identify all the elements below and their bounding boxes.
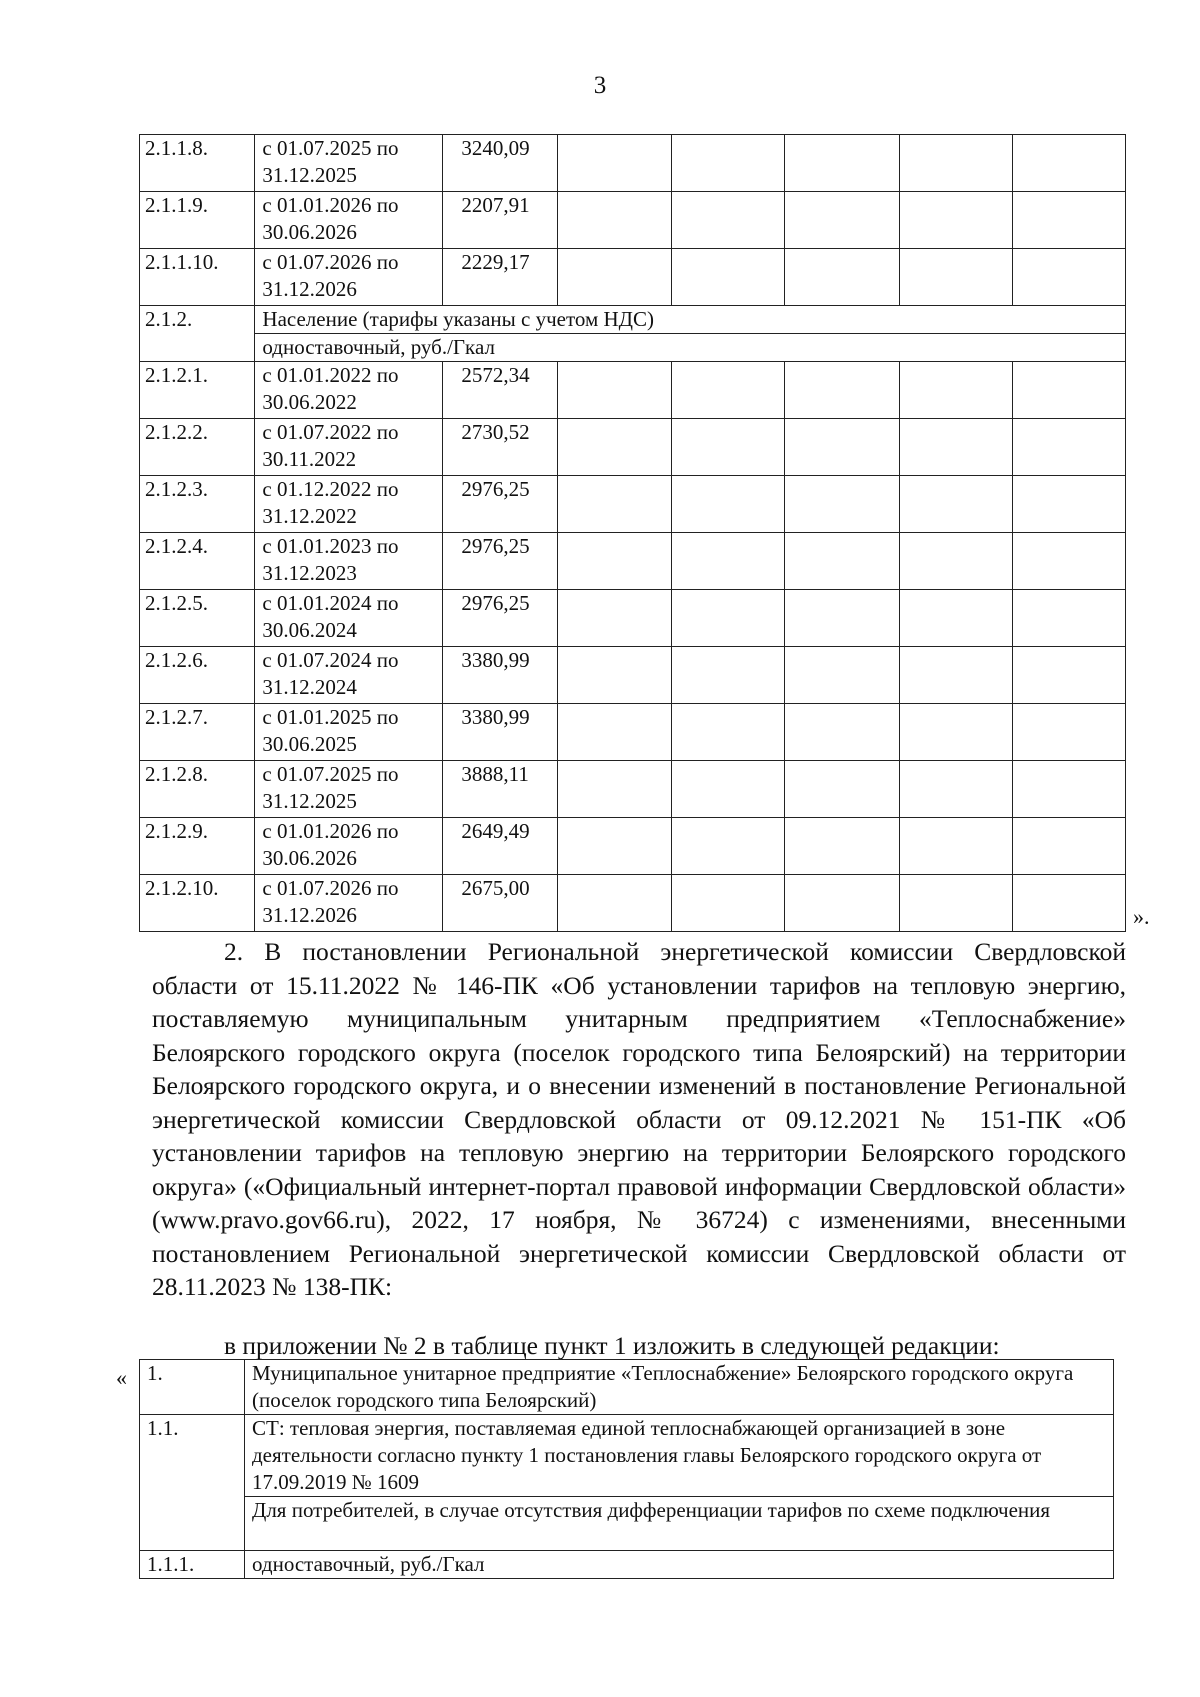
empty-cell bbox=[557, 761, 671, 818]
row-text: СТ: тепловая энергия, поставляемая единой теплоснабжающей организацией в зоне деятельности согласно пункту 1 постановления главы Белоярского городского округа от 17.09.2019 № 1609 bbox=[245, 1415, 1114, 1497]
table-row bbox=[140, 1360, 1114, 1415]
empty-cell bbox=[1012, 704, 1125, 761]
empty-cell bbox=[785, 249, 899, 306]
row-number: 2.1.2.4. bbox=[140, 533, 255, 590]
table-row bbox=[140, 419, 1126, 476]
empty-cell bbox=[557, 875, 671, 932]
tariff-value: 2572,34 bbox=[443, 362, 557, 419]
row-text: одноставочный, руб./Гкал bbox=[245, 1551, 1114, 1579]
empty-cell bbox=[899, 476, 1012, 533]
empty-cell bbox=[557, 476, 671, 533]
table-row bbox=[140, 476, 1126, 533]
row-text: Муниципальное унитарное предприятие «Теплоснабжение» Белоярского городского округа (поселок городского типа Белоярский) bbox=[245, 1360, 1114, 1415]
empty-cell bbox=[671, 761, 784, 818]
tariff-value: 2730,52 bbox=[443, 419, 557, 476]
empty-cell bbox=[899, 419, 1012, 476]
amendment-subline: в приложении № 2 в таблице пункт 1 изложить в следующей редакции: bbox=[224, 1331, 1000, 1360]
empty-cell bbox=[785, 135, 899, 192]
period-cell: с 01.07.2024 по 31.12.2024 bbox=[255, 647, 443, 704]
row-number: 2.1.2.10. bbox=[140, 875, 255, 932]
empty-cell bbox=[671, 647, 784, 704]
empty-cell bbox=[557, 135, 671, 192]
empty-cell bbox=[1012, 476, 1125, 533]
empty-cell bbox=[899, 362, 1012, 419]
empty-cell bbox=[1012, 419, 1125, 476]
empty-cell bbox=[899, 875, 1012, 932]
period-cell: с 01.01.2023 по 31.12.2023 bbox=[255, 533, 443, 590]
tariff-value: 2207,91 bbox=[443, 192, 557, 249]
period-cell: с 01.07.2026 по 31.12.2026 bbox=[255, 249, 443, 306]
empty-cell bbox=[899, 135, 1012, 192]
period-cell: с 01.07.2025 по 31.12.2025 bbox=[255, 761, 443, 818]
period-cell: с 01.07.2025 по 31.12.2025 bbox=[255, 135, 443, 192]
table-row bbox=[140, 135, 1126, 192]
empty-cell bbox=[557, 192, 671, 249]
row-number: 2.1.1.9. bbox=[140, 192, 255, 249]
empty-cell bbox=[899, 249, 1012, 306]
empty-cell bbox=[785, 647, 899, 704]
period-cell: с 01.01.2022 по 30.06.2022 bbox=[255, 362, 443, 419]
period-cell: с 01.07.2026 по 31.12.2026 bbox=[255, 875, 443, 932]
empty-cell bbox=[785, 533, 899, 590]
row-number: 2.1.2. bbox=[140, 306, 255, 362]
tariff-value: 3888,11 bbox=[443, 761, 557, 818]
empty-cell bbox=[1012, 135, 1125, 192]
empty-cell bbox=[785, 419, 899, 476]
empty-cell bbox=[785, 362, 899, 419]
row-number: 2.1.2.5. bbox=[140, 590, 255, 647]
empty-cell bbox=[1012, 818, 1125, 875]
row-number: 2.1.2.6. bbox=[140, 647, 255, 704]
table-row bbox=[140, 249, 1126, 306]
empty-cell bbox=[557, 249, 671, 306]
empty-cell bbox=[671, 875, 784, 932]
empty-cell bbox=[1012, 533, 1125, 590]
empty-cell bbox=[785, 590, 899, 647]
empty-cell bbox=[671, 419, 784, 476]
row-number: 2.1.1.10. bbox=[140, 249, 255, 306]
closing-quote: ». bbox=[1133, 904, 1150, 929]
tariff-table-continued bbox=[139, 134, 1126, 932]
tariff-value: 2229,17 bbox=[443, 249, 557, 306]
table-row bbox=[140, 1415, 1114, 1497]
empty-cell bbox=[557, 818, 671, 875]
period-cell: с 01.12.2022 по 31.12.2022 bbox=[255, 476, 443, 533]
empty-cell bbox=[671, 249, 784, 306]
tariff-value: 3380,99 bbox=[443, 704, 557, 761]
empty-cell bbox=[899, 761, 1012, 818]
empty-cell bbox=[671, 704, 784, 761]
row-number: 1.1. bbox=[140, 1415, 245, 1551]
empty-cell bbox=[557, 704, 671, 761]
empty-cell bbox=[785, 476, 899, 533]
group-label: Население (тарифы указаны с учетом НДС) bbox=[255, 306, 1126, 334]
empty-cell bbox=[1012, 362, 1125, 419]
tariff-value: 2976,25 bbox=[443, 476, 557, 533]
table-row bbox=[140, 533, 1126, 590]
empty-cell bbox=[1012, 590, 1125, 647]
tariff-value: 2976,25 bbox=[443, 533, 557, 590]
period-cell: с 01.01.2024 по 30.06.2024 bbox=[255, 590, 443, 647]
row-number: 2.1.2.7. bbox=[140, 704, 255, 761]
tariff-value: 2649,49 bbox=[443, 818, 557, 875]
empty-cell bbox=[899, 590, 1012, 647]
row-number: 1. bbox=[140, 1360, 245, 1415]
empty-cell bbox=[899, 192, 1012, 249]
row-number: 2.1.2.8. bbox=[140, 761, 255, 818]
table-row bbox=[140, 875, 1126, 932]
empty-cell bbox=[671, 533, 784, 590]
empty-cell bbox=[557, 590, 671, 647]
page-number: 3 bbox=[593, 72, 607, 99]
table-row bbox=[140, 1551, 1114, 1579]
empty-cell bbox=[899, 647, 1012, 704]
empty-cell bbox=[785, 818, 899, 875]
empty-cell bbox=[557, 419, 671, 476]
empty-cell bbox=[785, 192, 899, 249]
period-cell: с 01.07.2022 по 30.11.2022 bbox=[255, 419, 443, 476]
empty-cell bbox=[1012, 647, 1125, 704]
appendix-2-table bbox=[139, 1359, 1114, 1579]
period-cell: с 01.01.2026 по 30.06.2026 bbox=[255, 818, 443, 875]
amendment-paragraph bbox=[152, 935, 1126, 1304]
subgroup-label: одноставочный, руб./Гкал bbox=[255, 334, 1126, 362]
tariff-value: 2675,00 bbox=[443, 875, 557, 932]
period-cell: с 01.01.2025 по 30.06.2025 bbox=[255, 704, 443, 761]
empty-cell bbox=[899, 818, 1012, 875]
row-number: 1.1.1. bbox=[140, 1551, 245, 1579]
table-row bbox=[140, 1497, 1114, 1551]
tariff-value: 2976,25 bbox=[443, 590, 557, 647]
row-number: 2.1.2.9. bbox=[140, 818, 255, 875]
table-row bbox=[140, 362, 1126, 419]
empty-cell bbox=[1012, 192, 1125, 249]
period-cell: с 01.01.2026 по 30.06.2026 bbox=[255, 192, 443, 249]
empty-cell bbox=[1012, 249, 1125, 306]
empty-cell bbox=[671, 476, 784, 533]
empty-cell bbox=[785, 875, 899, 932]
empty-cell bbox=[785, 761, 899, 818]
empty-cell bbox=[785, 704, 899, 761]
row-number: 2.1.2.2. bbox=[140, 419, 255, 476]
empty-cell bbox=[1012, 761, 1125, 818]
empty-cell bbox=[671, 362, 784, 419]
row-number: 2.1.2.1. bbox=[140, 362, 255, 419]
table-row bbox=[140, 334, 1126, 362]
empty-cell bbox=[899, 704, 1012, 761]
paragraph-text: 2. В постановлении Региональной энергетической комиссии Свердловской области от 15.11.2022 № 146-ПК «Об установлении тарифов на тепловую энергию, поставляемую муниципальным унитарным предприятием «Теплоснабжение» Белоярского городского округа (поселок городского типа Белоярский) на территории Белоярского городского округа, и о внесении изменений в постановление Региональной энергетической комиссии Свердловской области от 09.12.2021 № 151-ПК «Об установлении тарифов на тепловую энергию на территории Белоярского городского округа» («Официальный интернет-портал правовой информации Свердловской области» (www.pravo.gov66.ru), 2022, 17 ноября, № 36724) с изменениями, внесенными постановлением Региональной энергетической комиссии Свердловской области от 28.11.2023 № 138-ПК: bbox=[152, 937, 1126, 1301]
empty-cell bbox=[557, 647, 671, 704]
table-row bbox=[140, 704, 1126, 761]
empty-cell bbox=[671, 590, 784, 647]
empty-cell bbox=[671, 818, 784, 875]
empty-cell bbox=[557, 533, 671, 590]
empty-cell bbox=[671, 192, 784, 249]
empty-cell bbox=[557, 362, 671, 419]
tariff-value: 3380,99 bbox=[443, 647, 557, 704]
tariff-value: 3240,09 bbox=[443, 135, 557, 192]
row-text: Для потребителей, в случае отсутствия дифференциации тарифов по схеме подключения bbox=[245, 1497, 1114, 1551]
empty-cell bbox=[1012, 875, 1125, 932]
table-row bbox=[140, 192, 1126, 249]
opening-quote: « bbox=[116, 1365, 127, 1390]
table-row bbox=[140, 818, 1126, 875]
row-number: 2.1.2.3. bbox=[140, 476, 255, 533]
table-row bbox=[140, 306, 1126, 334]
table-row bbox=[140, 647, 1126, 704]
table-row bbox=[140, 590, 1126, 647]
empty-cell bbox=[671, 135, 784, 192]
table-row bbox=[140, 761, 1126, 818]
row-number: 2.1.1.8. bbox=[140, 135, 255, 192]
empty-cell bbox=[899, 533, 1012, 590]
